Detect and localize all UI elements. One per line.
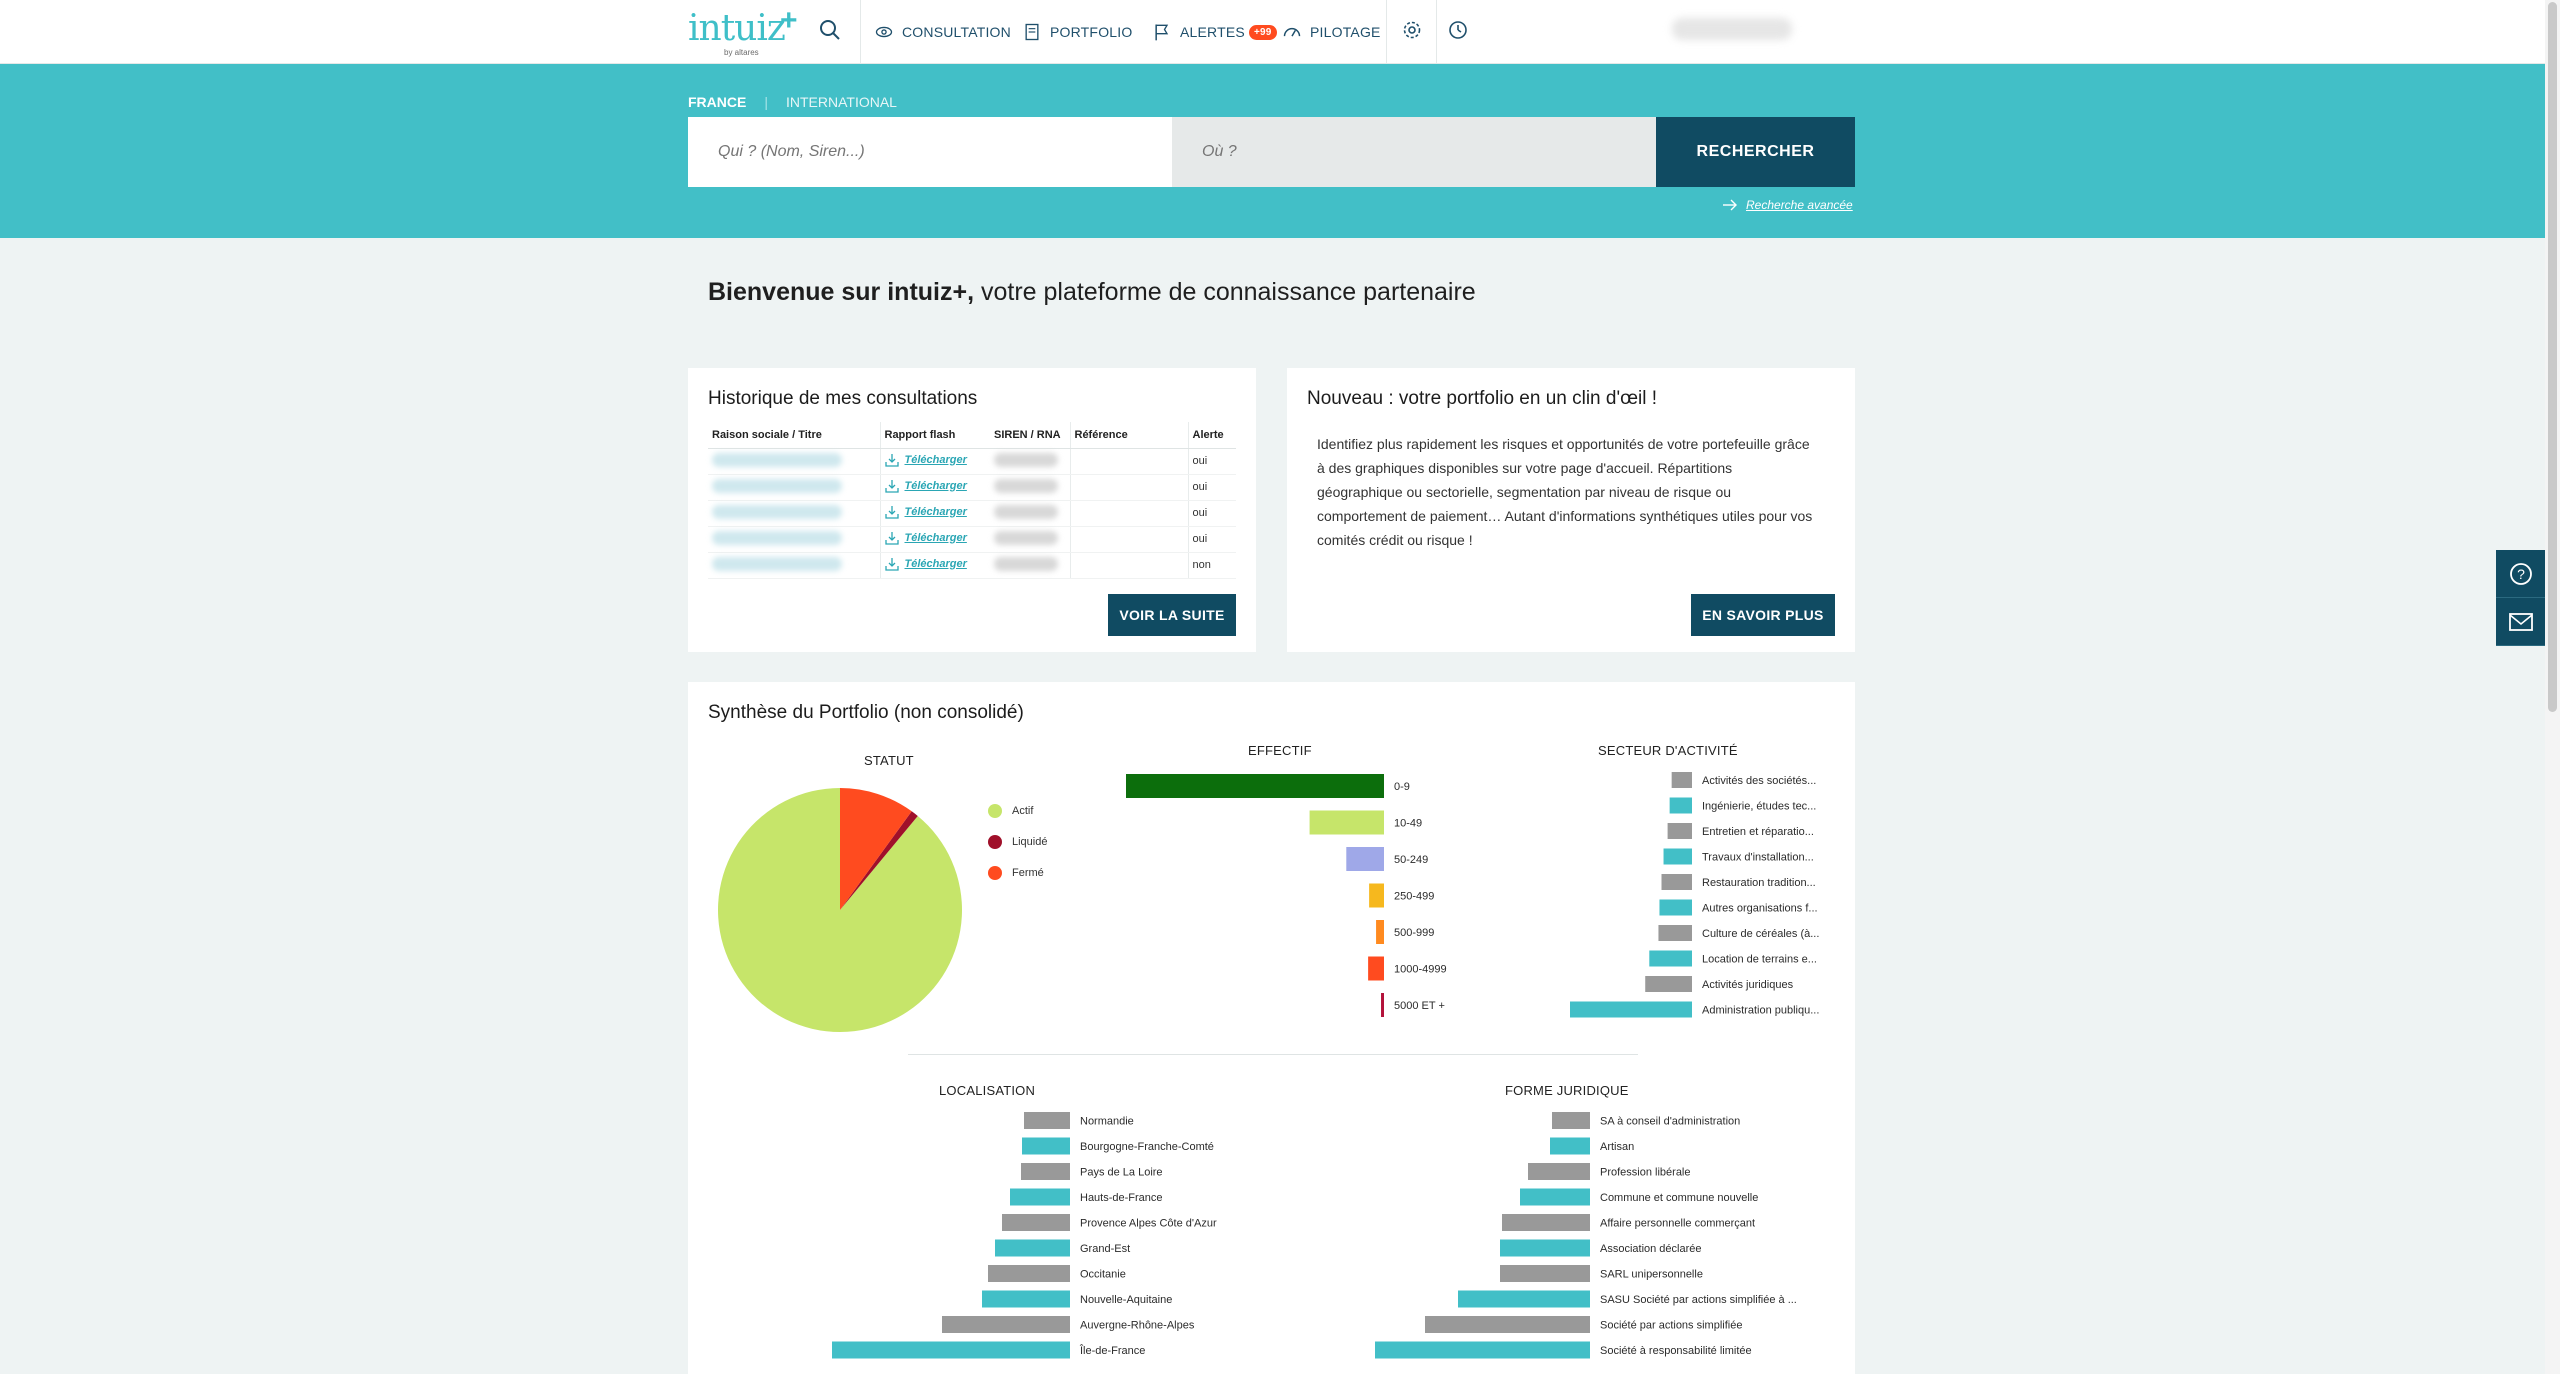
col-siren: SIREN / RNA bbox=[990, 422, 1070, 448]
charts-divider bbox=[908, 1054, 1638, 1055]
bar-label-6: Culture de céréales (à... bbox=[1702, 927, 1820, 940]
bar-8[interactable] bbox=[942, 1316, 1070, 1333]
bar-6[interactable] bbox=[988, 1265, 1070, 1282]
bar-3[interactable] bbox=[1520, 1189, 1590, 1206]
bar-1[interactable] bbox=[1670, 798, 1692, 814]
bar-4[interactable] bbox=[1376, 920, 1384, 944]
bar-label-5: Autres organisations f... bbox=[1702, 902, 1818, 915]
bar-label-6: 5000 ET + bbox=[1394, 999, 1445, 1012]
bar-label-5: Grand-Est bbox=[1080, 1242, 1131, 1255]
download-icon bbox=[885, 531, 899, 545]
bar-1[interactable] bbox=[1310, 811, 1384, 835]
arrow-right-icon bbox=[1722, 199, 1738, 211]
bar-label-0: 0-9 bbox=[1394, 780, 1410, 793]
bar-0[interactable] bbox=[1672, 772, 1692, 788]
help-question-icon[interactable] bbox=[2496, 550, 2545, 598]
row-download-link[interactable] bbox=[880, 500, 990, 526]
row-company-name[interactable] bbox=[708, 500, 880, 526]
row-alerte: non bbox=[1188, 552, 1236, 578]
bar-label-1: 10-49 bbox=[1394, 817, 1423, 830]
bar-9[interactable] bbox=[832, 1342, 1070, 1359]
bar-label-4: 500-999 bbox=[1394, 926, 1435, 939]
row-reference bbox=[1070, 448, 1188, 474]
row-company-name[interactable] bbox=[708, 474, 880, 500]
bar-1[interactable] bbox=[1550, 1138, 1590, 1155]
nav-pilotage-label: PILOTAGE bbox=[1310, 24, 1381, 40]
legend-label: Liquidé bbox=[1012, 836, 1048, 848]
row-siren bbox=[990, 500, 1070, 526]
download-label: Télécharger bbox=[904, 505, 967, 518]
scrollbar-thumb[interactable] bbox=[2548, 2, 2557, 712]
legend-swatch bbox=[988, 866, 1002, 880]
bar-6[interactable] bbox=[1381, 993, 1384, 1017]
bar-label-1: Artisan bbox=[1600, 1140, 1635, 1153]
statut-pie-chart bbox=[716, 784, 972, 1040]
bar-label-5: Association déclarée bbox=[1600, 1242, 1702, 1255]
search-icon[interactable] bbox=[818, 18, 846, 46]
eye-icon bbox=[874, 22, 894, 42]
logo-text: intuiz bbox=[688, 8, 785, 49]
bar-label-0: SA à conseil d'administration bbox=[1600, 1115, 1741, 1128]
row-download-link[interactable] bbox=[880, 448, 990, 474]
legend-label: Actif bbox=[1012, 805, 1034, 817]
bar-4[interactable] bbox=[1502, 1214, 1590, 1231]
row-reference bbox=[1070, 526, 1188, 552]
bar-label-4: Restauration tradition... bbox=[1702, 876, 1816, 889]
bar-8[interactable] bbox=[1425, 1316, 1590, 1333]
bar-label-2: Pays de La Loire bbox=[1080, 1166, 1163, 1179]
page-scrollbar[interactable] bbox=[2545, 0, 2560, 1374]
download-label: Télécharger bbox=[904, 531, 967, 544]
logo-subtitle: by altares bbox=[724, 48, 759, 57]
download-label: Télécharger bbox=[904, 557, 967, 570]
chart-title-forme-juridique: FORME JURIDIQUE bbox=[1505, 1083, 1629, 1098]
localisation-bar-chart bbox=[820, 1108, 1260, 1374]
tab-france[interactable]: FRANCE bbox=[688, 94, 747, 110]
advanced-search-link[interactable] bbox=[1722, 198, 1853, 212]
legend-item-fermé[interactable] bbox=[988, 866, 1044, 880]
row-siren bbox=[990, 552, 1070, 578]
bar-3[interactable] bbox=[1369, 884, 1384, 908]
bar-1[interactable] bbox=[1022, 1138, 1070, 1155]
country-tabs bbox=[688, 94, 897, 110]
row-alerte: oui bbox=[1188, 448, 1236, 474]
document-icon bbox=[1022, 22, 1042, 42]
table-row bbox=[708, 526, 1236, 552]
news-text: Identifiez plus rapidement les risques et opportunités de votre portefeuille grâce à des graphiques disponibles sur votre page d'accueil. Répartitions géographique ou sectorielle, segmentation par niveau de risque ou comportement de paiement… Autant d'informations synthétiques utiles pour vos comités crédit ou risque ! bbox=[1317, 436, 1813, 548]
row-company-name[interactable] bbox=[708, 552, 880, 578]
bar-3[interactable] bbox=[1664, 849, 1692, 865]
bar-5[interactable] bbox=[1659, 900, 1692, 916]
row-company-name[interactable] bbox=[708, 448, 880, 474]
history-card bbox=[688, 368, 1256, 652]
bar-label-7: Nouvelle-Aquitaine bbox=[1080, 1293, 1173, 1306]
flag-icon bbox=[1152, 22, 1172, 42]
news-card bbox=[1287, 368, 1855, 652]
row-reference bbox=[1070, 552, 1188, 578]
bar-7[interactable] bbox=[982, 1291, 1070, 1308]
bar-label-2: Profession libérale bbox=[1600, 1166, 1691, 1179]
logo-plus-icon: + bbox=[780, 4, 798, 37]
search-who-input[interactable] bbox=[688, 117, 1172, 187]
gauge-icon bbox=[1282, 22, 1302, 42]
bar-7[interactable] bbox=[1649, 951, 1692, 967]
row-reference bbox=[1070, 500, 1188, 526]
row-siren bbox=[990, 474, 1070, 500]
row-alerte: oui bbox=[1188, 474, 1236, 500]
search-button[interactable]: RECHERCHER bbox=[1656, 117, 1855, 187]
bar-4[interactable] bbox=[1662, 874, 1693, 890]
bar-2[interactable] bbox=[1021, 1163, 1070, 1180]
bar-label-0: Normandie bbox=[1080, 1115, 1134, 1128]
col-alerte: Alerte bbox=[1188, 422, 1236, 448]
download-icon bbox=[885, 453, 899, 467]
welcome-heading bbox=[708, 278, 1476, 307]
bar-9[interactable] bbox=[1375, 1342, 1590, 1359]
secteur-bar-chart bbox=[1530, 768, 1850, 1028]
forme-juridique-bar-chart bbox=[1360, 1108, 1820, 1374]
bar-0[interactable] bbox=[1552, 1112, 1590, 1129]
bar-label-1: Ingénierie, études tec... bbox=[1702, 800, 1817, 813]
row-siren bbox=[990, 526, 1070, 552]
bar-label-1: Bourgogne-Franche-Comté bbox=[1080, 1140, 1214, 1153]
nav-portfolio-label: PORTFOLIO bbox=[1050, 24, 1133, 40]
col-reference: Référence bbox=[1070, 422, 1188, 448]
legend-swatch bbox=[988, 804, 1002, 818]
bar-label-4: Affaire personnelle commerçant bbox=[1600, 1217, 1756, 1230]
nav-consultation[interactable] bbox=[874, 20, 1011, 44]
bar-9[interactable] bbox=[1570, 1002, 1692, 1018]
col-rapport-flash: Rapport flash bbox=[880, 422, 990, 448]
bar-3[interactable] bbox=[1010, 1189, 1070, 1206]
user-account-menu[interactable] bbox=[1672, 18, 1792, 40]
bar-5[interactable] bbox=[1500, 1240, 1590, 1257]
bar-7[interactable] bbox=[1458, 1291, 1590, 1308]
bar-4[interactable] bbox=[1002, 1214, 1070, 1231]
bar-label-5: 1000-4999 bbox=[1394, 963, 1447, 976]
effectif-bar-chart bbox=[1100, 768, 1520, 1028]
chart-title-effectif: EFFECTIF bbox=[1248, 743, 1312, 758]
bar-label-4: Provence Alpes Côte d'Azur bbox=[1080, 1217, 1217, 1230]
bar-label-7: SASU Société par actions simplifiée à ... bbox=[1600, 1293, 1797, 1306]
bar-label-7: Location de terrains e... bbox=[1702, 953, 1817, 966]
bar-label-2: 50-249 bbox=[1394, 853, 1429, 866]
synthesis-title: Synthèse du Portfolio (non consolidé) bbox=[708, 702, 1024, 723]
bar-label-0: Activités des sociétés... bbox=[1702, 774, 1817, 787]
voir-la-suite-button[interactable]: VOIR LA SUITE bbox=[1108, 594, 1236, 636]
row-download-link[interactable] bbox=[880, 526, 990, 552]
legend-label: Fermé bbox=[1012, 867, 1044, 879]
history-clock-icon[interactable] bbox=[1446, 18, 1474, 46]
bar-6[interactable] bbox=[1658, 925, 1692, 941]
news-title: Nouveau : votre portfolio en un clin d'œil ! bbox=[1307, 388, 1658, 409]
nav-consultation-label: CONSULTATION bbox=[902, 24, 1011, 40]
bar-label-6: Occitanie bbox=[1080, 1268, 1126, 1281]
bar-label-3: Hauts-de-France bbox=[1080, 1191, 1163, 1204]
nav-pilotage[interactable] bbox=[1282, 20, 1381, 44]
history-title: Historique de mes consultations bbox=[708, 388, 978, 409]
row-reference bbox=[1070, 474, 1188, 500]
tab-separator: | bbox=[764, 94, 768, 110]
bar-5[interactable] bbox=[995, 1240, 1070, 1257]
bar-2[interactable] bbox=[1668, 823, 1692, 839]
nav-alertes-label: ALERTES bbox=[1180, 24, 1245, 40]
table-row bbox=[708, 448, 1236, 474]
bar-label-9: Île-de-France bbox=[1080, 1344, 1146, 1357]
contact-mail-icon[interactable] bbox=[2496, 598, 2545, 646]
bar-label-2: Entretien et réparatio... bbox=[1702, 825, 1814, 838]
col-raison-sociale: Raison sociale / Titre bbox=[708, 422, 880, 448]
search-where-input[interactable] bbox=[1172, 117, 1656, 187]
bar-label-8: Activités juridiques bbox=[1702, 978, 1794, 991]
chart-title-localisation: LOCALISATION bbox=[939, 1083, 1036, 1098]
welcome-rest: votre plateforme de connaissance partenaire bbox=[974, 278, 1476, 306]
nav-alertes[interactable] bbox=[1152, 20, 1277, 44]
bar-0[interactable] bbox=[1126, 774, 1384, 798]
download-label: Télécharger bbox=[904, 453, 967, 466]
row-alerte: oui bbox=[1188, 500, 1236, 526]
bar-label-8: Auvergne-Rhône-Alpes bbox=[1080, 1319, 1195, 1332]
bar-2[interactable] bbox=[1346, 847, 1384, 871]
nav-portfolio[interactable] bbox=[1022, 20, 1132, 44]
download-label: Télécharger bbox=[904, 479, 967, 492]
bar-label-3: Travaux d'installation... bbox=[1702, 851, 1814, 864]
bar-label-8: Société par actions simplifiée bbox=[1600, 1319, 1743, 1332]
bar-8[interactable] bbox=[1645, 976, 1692, 992]
row-siren bbox=[990, 448, 1070, 474]
advanced-search-label: Recherche avancée bbox=[1746, 198, 1853, 212]
bar-0[interactable] bbox=[1024, 1112, 1070, 1129]
row-alerte: oui bbox=[1188, 526, 1236, 552]
welcome-bold: Bienvenue sur intuiz+, bbox=[708, 278, 975, 306]
intuiz-logo[interactable] bbox=[688, 4, 800, 57]
settings-gear-icon[interactable] bbox=[1400, 18, 1428, 46]
download-icon bbox=[885, 557, 899, 571]
chart-title-secteur: SECTEUR D'ACTIVITÉ bbox=[1598, 743, 1738, 758]
bar-2[interactable] bbox=[1528, 1163, 1590, 1180]
table-row bbox=[708, 474, 1236, 500]
alerts-count-badge: +99 bbox=[1249, 25, 1277, 40]
bar-label-9: Société à responsabilité limitée bbox=[1600, 1344, 1752, 1357]
bar-6[interactable] bbox=[1500, 1265, 1590, 1282]
legend-item-liquidé[interactable] bbox=[988, 835, 1047, 849]
bar-label-9: Administration publiqu... bbox=[1702, 1004, 1820, 1017]
bar-label-3: Commune et commune nouvelle bbox=[1600, 1191, 1759, 1204]
download-icon bbox=[885, 505, 899, 519]
bar-label-6: SARL unipersonnelle bbox=[1600, 1268, 1703, 1281]
svg-text:?: ? bbox=[2516, 565, 2525, 582]
tab-international[interactable]: INTERNATIONAL bbox=[785, 94, 897, 110]
table-row bbox=[708, 500, 1236, 526]
download-icon bbox=[885, 479, 899, 493]
row-company-name[interactable] bbox=[708, 526, 880, 552]
bar-5[interactable] bbox=[1368, 957, 1384, 981]
row-download-link[interactable] bbox=[880, 474, 990, 500]
side-help-panel bbox=[2496, 550, 2545, 646]
chart-title-statut: STATUT bbox=[864, 753, 914, 768]
row-download-link[interactable] bbox=[880, 552, 990, 578]
legend-item-actif[interactable] bbox=[988, 804, 1033, 818]
legend-swatch bbox=[988, 835, 1002, 849]
history-table bbox=[708, 422, 1236, 579]
bar-label-3: 250-499 bbox=[1394, 890, 1435, 903]
table-row bbox=[708, 552, 1236, 578]
en-savoir-plus-button[interactable]: EN SAVOIR PLUS bbox=[1691, 594, 1835, 636]
top-navigation bbox=[0, 0, 2545, 64]
